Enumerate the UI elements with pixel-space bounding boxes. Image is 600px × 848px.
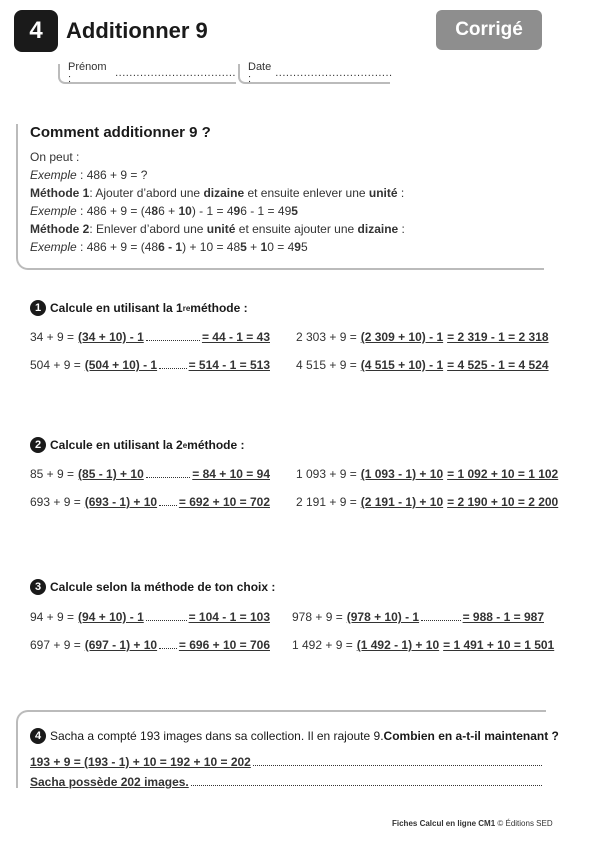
exercise-1-title-end: méthode :: [190, 301, 248, 315]
calc-question: 1 093 + 9 =: [296, 467, 357, 481]
method-2-line: [30, 222, 405, 236]
ex2-i: 5: [300, 240, 308, 254]
method-2-label: Méthode 2: [30, 222, 90, 236]
calc-result: = 514 - 1 = 513: [188, 358, 270, 372]
calc-question: 2 191 + 9 =: [296, 495, 357, 509]
calc-row: [30, 358, 270, 372]
calc-row: [292, 610, 544, 624]
ex2-b: 6 - 1: [158, 240, 183, 254]
footer-copyright: © Éditions SED: [495, 819, 553, 828]
exercise-3-title: Calcule selon la méthode de ton choix :: [50, 580, 276, 594]
calc-answer: (693 - 1) + 10: [84, 495, 158, 509]
m1-c: et ensuite enlever une: [244, 186, 369, 200]
calc-answer: (978 + 10) - 1: [346, 610, 420, 624]
exercise-1-sup: re: [182, 303, 191, 313]
calc-row: [296, 330, 549, 344]
ex2-d: 5: [240, 240, 247, 254]
dot-leader: [159, 495, 177, 506]
ex1-d: 10: [178, 204, 192, 218]
ex1-f: 9: [233, 204, 241, 218]
m2-a: : Enlever d’abord une: [89, 222, 207, 236]
dot-leader: [146, 467, 191, 478]
calc-result: = 2 190 + 10 = 2 200: [447, 495, 559, 509]
calc-result: = 1 491 + 10 = 1 501: [443, 638, 555, 652]
calc-question: 34 + 9 =: [30, 330, 75, 344]
dot-leader: [146, 330, 200, 341]
calc-question: 85 + 9 =: [30, 467, 75, 481]
page-title: Additionner 9: [66, 18, 208, 43]
prenom-field[interactable]: [58, 61, 236, 85]
lesson-example-2: [30, 240, 308, 254]
lesson-title: Comment additionner 9 ?: [30, 124, 211, 141]
m1-a: : Ajouter d’abord une: [89, 186, 204, 200]
lesson-example-1: [30, 204, 298, 218]
calc-question: 1 492 + 9 =: [292, 638, 353, 652]
m2-b: unité: [206, 222, 236, 236]
calc-result: = 104 - 1 = 103: [188, 610, 270, 624]
calc-answer: (4 515 + 10) - 1: [360, 358, 444, 372]
ex1-g: 6 - 1 = 49: [240, 204, 292, 218]
example-label: Exemple: [30, 168, 77, 182]
date-field[interactable]: [238, 61, 393, 85]
exercise-2-sup: e: [182, 440, 188, 450]
example-label: Exemple: [30, 240, 77, 254]
calc-question: 693 + 9 =: [30, 495, 81, 509]
calc-answer: (2 309 + 10) - 1: [360, 330, 444, 344]
ex2-c: ) + 10 = 48: [182, 240, 241, 254]
example-text: : 486 + 9 = ?: [80, 168, 148, 182]
exercise-4-heading: [30, 728, 559, 744]
calc-question: 2 303 + 9 =: [296, 330, 357, 344]
footer-credit: [392, 819, 553, 828]
calc-row: [30, 330, 270, 344]
problem-answer-line: [30, 775, 544, 789]
ex1-h: 5: [291, 204, 298, 218]
calc-row: [30, 610, 270, 624]
calc-result: = 2 319 - 1 = 2 318: [447, 330, 549, 344]
date-label: Date :: [248, 61, 272, 85]
calc-answer: (697 - 1) + 10: [84, 638, 158, 652]
calc-row: [296, 358, 549, 372]
calc-result: = 692 + 10 = 702: [178, 495, 270, 509]
dot-leader: [159, 358, 187, 369]
calc-answer: (504 + 10) - 1: [84, 358, 158, 372]
sheet-number-badge: [14, 10, 58, 52]
exercise-2-heading: [30, 437, 245, 453]
exercise-3-heading: [30, 579, 275, 595]
ex1-b: 8: [151, 204, 159, 218]
lesson-example-0: [30, 168, 147, 182]
method-1-line: [30, 186, 404, 200]
ex2-f: 1: [260, 240, 268, 254]
m2-c: et ensuite ajouter une: [235, 222, 358, 236]
calc-question: 697 + 9 =: [30, 638, 81, 652]
problem-text: Sacha a compté 193 images dans sa collection. Il en rajoute 9.: [50, 729, 384, 743]
calc-row: [30, 638, 270, 652]
lesson-intro: On peut :: [30, 150, 80, 164]
m2-e: :: [398, 222, 405, 236]
calc-result: = 4 525 - 1 = 4 524: [447, 358, 549, 372]
footer-title: Fiches Calcul en ligne CM1: [392, 819, 496, 828]
exercise-number-badge: 2: [30, 437, 46, 453]
ex2-a: : 486 + 9 = (48: [80, 240, 159, 254]
example-label: Exemple: [30, 204, 77, 218]
dot-leader: [421, 610, 461, 621]
calc-question: 504 + 9 =: [30, 358, 81, 372]
ex1-e: ) - 1 = 4: [191, 204, 234, 218]
problem-answer: Sacha possède 202 images.: [30, 775, 189, 789]
calc-row: [296, 495, 559, 509]
problem-question: Combien en a-t-il maintenant ?: [383, 729, 559, 743]
calc-result: = 1 092 + 10 = 1 102: [447, 467, 559, 481]
sheet-number: 4: [29, 17, 43, 44]
calc-answer: (85 - 1) + 10: [78, 467, 144, 481]
calc-question: 94 + 9 =: [30, 610, 75, 624]
corrige-badge: Corrigé: [436, 10, 542, 50]
prenom-dots: ..................................: [115, 67, 236, 79]
calc-result: = 44 - 1 = 43: [201, 330, 270, 344]
date-dots: .................................: [275, 67, 393, 79]
calc-answer: (1 492 - 1) + 10: [356, 638, 440, 652]
dot-leader: [159, 638, 177, 649]
calc-result: = 696 + 10 = 706: [178, 638, 270, 652]
calc-question: 4 515 + 9 =: [296, 358, 357, 372]
exercise-1-heading: [30, 300, 248, 316]
exercise-number-badge: 3: [30, 579, 46, 595]
ex1-c: 6 +: [158, 204, 179, 218]
calc-result: = 84 + 10 = 94: [192, 467, 270, 481]
dot-leader: [253, 755, 542, 766]
exercise-2-title-end: méthode :: [187, 438, 245, 452]
exercise-number-badge: 1: [30, 300, 46, 316]
calc-result: = 988 - 1 = 987: [462, 610, 544, 624]
dot-leader: [191, 775, 542, 786]
calc-answer: (1 093 - 1) + 10: [360, 467, 444, 481]
exercise-number-badge: 4: [30, 728, 46, 744]
m1-b: dizaine: [203, 186, 245, 200]
dot-leader: [146, 610, 187, 621]
calc-row: [296, 467, 559, 481]
m1-e: :: [397, 186, 405, 200]
calc-answer: (34 + 10) - 1: [78, 330, 144, 344]
calc-row: [292, 638, 555, 652]
calc-row: [30, 467, 270, 481]
problem-calc: 193 + 9 = (193 - 1) + 10 = 192 + 10 = 202: [30, 755, 251, 769]
calc-answer: (94 + 10) - 1: [78, 610, 144, 624]
ex2-h: 9: [294, 240, 301, 254]
m2-d: dizaine: [357, 222, 399, 236]
method-1-label: Méthode 1: [30, 186, 90, 200]
m1-d: unité: [368, 186, 398, 200]
problem-calc-line: [30, 755, 544, 769]
exercise-1-title: Calcule en utilisant la 1: [50, 301, 183, 315]
calc-question: 978 + 9 =: [292, 610, 343, 624]
exercise-2-title: Calcule en utilisant la 2: [50, 438, 183, 452]
calc-answer: (2 191 - 1) + 10: [360, 495, 444, 509]
ex2-g: 0 = 4: [267, 240, 295, 254]
calc-row: [30, 495, 270, 509]
ex2-e: +: [246, 240, 261, 254]
ex1-a: : 486 + 9 = (4: [80, 204, 152, 218]
prenom-label: Prénom :: [68, 61, 107, 85]
